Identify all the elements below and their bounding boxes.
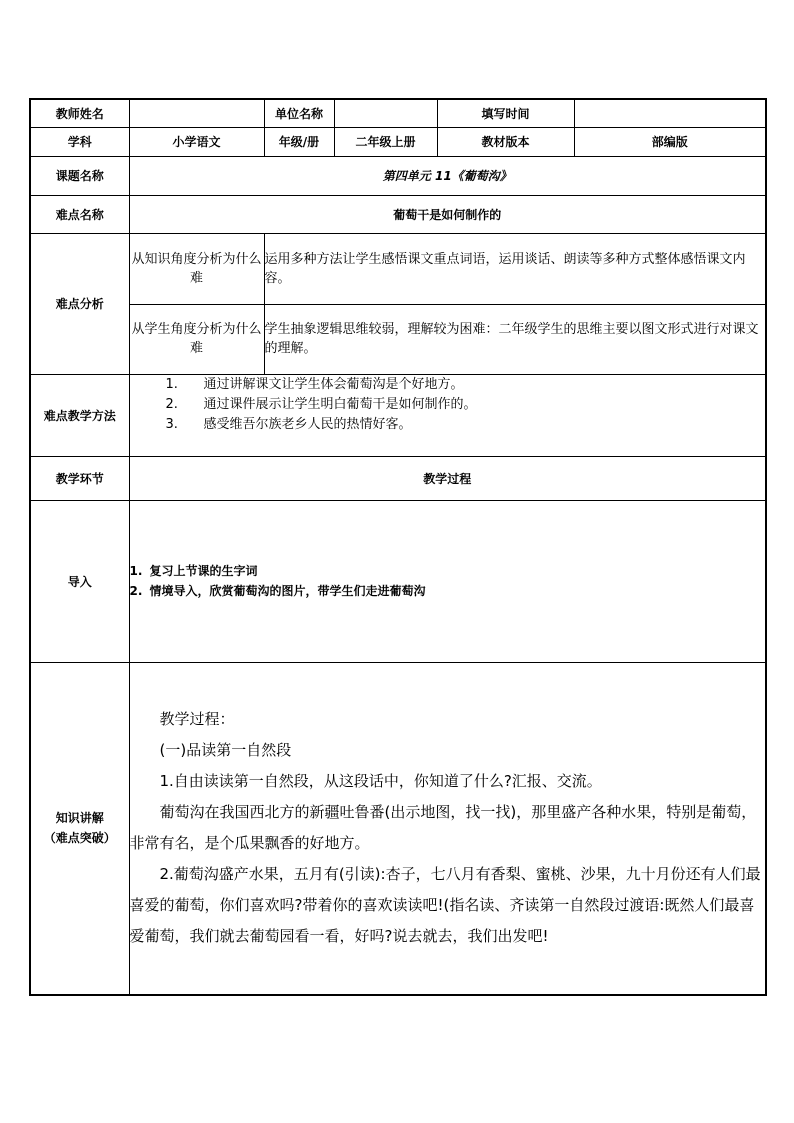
- knowledge-label-line1: 知识讲解: [55, 811, 104, 826]
- difficulty-value: 葡萄干是如何制作的: [129, 195, 766, 233]
- list-item: 3. 感受维吾尔族老乡人民的热情好客。: [165, 416, 412, 432]
- knowledge-angle-text: 运用多种方法让学生感悟课文重点词语，运用谈话、朗读等多种方式整体感悟课文内容。: [264, 233, 766, 304]
- teacher-name-label: 教师姓名: [30, 99, 129, 127]
- fill-date-label: 填写时间: [437, 99, 574, 127]
- methods-cell: [129, 374, 766, 456]
- lesson-title-label: 课题名称: [30, 156, 129, 195]
- header-row-1: [30, 99, 766, 127]
- list-item: 1. 通过讲解课文让学生体会葡萄沟是个好地方。: [165, 376, 464, 392]
- unit-name-label: 单位名称: [264, 99, 334, 127]
- difficulty-row: [30, 195, 766, 233]
- analysis-row-knowledge: [30, 233, 766, 304]
- student-angle-label: 从学生角度分析为什么难: [129, 304, 264, 374]
- knowledge-body: [129, 662, 766, 995]
- process-label: 教学过程: [129, 456, 766, 500]
- difficulty-label: 难点名称: [30, 195, 129, 233]
- intro-cell: [129, 500, 766, 662]
- subject-value: 小学语文: [129, 127, 264, 156]
- grade-value: 二年级上册: [334, 127, 437, 156]
- edition-value: 部编版: [574, 127, 766, 156]
- paragraph: 教学过程：: [159, 710, 235, 729]
- list-item: 1. 复习上节课的生字词: [129, 564, 258, 578]
- intro-label: 导入: [30, 500, 129, 662]
- process-header-row: [30, 456, 766, 500]
- knowledge-label-line2: （难点突破）: [43, 831, 116, 846]
- lesson-title-value: 第四单元 11《葡萄沟》: [129, 156, 766, 195]
- stage-label: 教学环节: [30, 456, 129, 500]
- lesson-title-row: [30, 156, 766, 195]
- knowledge-angle-label: 从知识角度分析为什么难: [129, 233, 264, 304]
- methods-row: [30, 374, 766, 456]
- lesson-plan-table: [29, 98, 767, 996]
- methods-label: 难点教学方法: [30, 374, 129, 456]
- student-angle-text: 学生抽象逻辑思维较弱，理解较为困难：二年级学生的思维主要以图文形式进行对课文的理解。: [264, 304, 766, 374]
- knowledge-row: [30, 662, 766, 995]
- paragraph: 1.自由读读第一自然段，从这段话中，你知道了什么?汇报、交流。: [159, 772, 602, 791]
- teacher-name-value: [129, 99, 264, 127]
- intro-row: [30, 500, 766, 662]
- paragraph: (一)品读第一自然段: [159, 741, 292, 760]
- paragraph: 2.葡萄沟盛产水果，五月有(引读):杏子，七八月有香梨、蜜桃、沙果，九十月份还有人们最喜爱的葡萄，你们喜欢吗?带着你的喜欢读读吧!(指名读、齐读第一自然段过渡语:既然人们最喜爱葡萄，我们就去葡萄园看一看，好吗?说去就去，我们出发吧!: [129, 865, 761, 946]
- fill-date-value: [574, 99, 766, 127]
- methods-list: [130, 375, 766, 435]
- subject-label: 学科: [30, 127, 129, 156]
- header-row-2: [30, 127, 766, 156]
- list-item: 2. 通过课件展示让学生明白葡萄干是如何制作的。: [165, 396, 477, 412]
- unit-name-value: [334, 99, 437, 127]
- list-item: 2. 情境导入，欣赏葡萄沟的图片，带学生们走进葡萄沟: [129, 584, 426, 598]
- analysis-row-student: [30, 304, 766, 374]
- analysis-label: 难点分析: [30, 233, 129, 374]
- edition-label: 教材版本: [437, 127, 574, 156]
- knowledge-label: [30, 662, 129, 995]
- paragraph: 葡萄沟在我国西北方的新疆吐鲁番(出示地图，找一找)，那里盛产各种水果，特别是葡萄，非常有名，是个瓜果飘香的好地方。: [129, 803, 757, 853]
- grade-label: 年级/册: [264, 127, 334, 156]
